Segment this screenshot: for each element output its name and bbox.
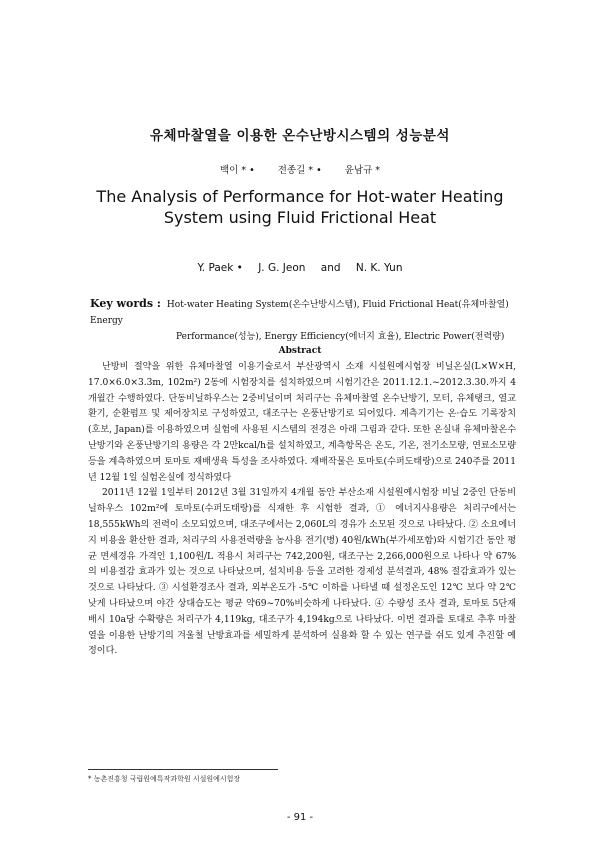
affiliation-footnote: * 농촌진흥청 국립원예특작과학원 시설원예시험장 [88, 775, 241, 783]
abstract-paragraph-2: 2011년 12월 1일부터 2012년 3월 31일까지 4개월 동안 부산소재 시설원예시험장 비닐 2중인 단동비닐하우스 102m²에 토마토(수퍼도태랑)를 식재한 후 시험한 결과, ① 에너지사용량은 처리구에서는 18,555kWh의 전력이 소모되었으며, 대조구에서는 2,060L의 경유가 소모된 것으로 나타났다. ② 소요에너지 비용을 환산한 결과, 처리구의 사용전력량을 농사용 전기(병) 40원/kWh(부가세포함)와 시험기간 동안 평균 면세경유 가격인 1,100원/L 적용시 처리구는 742,200원, 대조구는 2,266,000원으로 나타나 약 67%의 비용절감 효과가 있는 것으로 나타났으며, 설치비용 등을 고려한 경제성 분석결과, 48% 절감효과가 있는 것으로 나타났다. ③ 시설환경조사 결과, 외부온도가 -5℃ 이하를 나타낼 때 설정온도인 12℃ 보다 약 2℃ 낮게 나타났으며 야간 상대습도는 평균 약69~70%비슷하게 나타났다. ④ 수량성 조사 결과, 토마토 5단재배시 10a당 수확량은 처리구가 4,119kg, 대조구가 4,194kg으로 나타났다. 이번 결과를 토대로 추후 마찰열을 이용한 난방기의 겨울철 난방효과를 세밀하게 분석하여 실용화 할 수 있는 연구를 쉬도 있게 추진할 예정이다. [88, 488, 516, 657]
korean-author-3: 윤남규 * [344, 165, 381, 176]
korean-authors [0, 162, 600, 176]
footnote-divider [88, 769, 278, 770]
korean-author-1: 백이 * • [219, 165, 255, 176]
english-author-3: N. K. Yun [355, 262, 403, 274]
page-number: - 91 - [286, 812, 314, 823]
english-title [0, 186, 600, 228]
english-author-2: J. G. Jeon [258, 262, 306, 274]
abstract-heading: Abstract [278, 346, 322, 356]
keywords-section [90, 296, 515, 345]
english-authors [0, 262, 600, 274]
abstract-paragraph-1: 난방비 절약을 위한 유체마찰열 이용기술로서 부산광역시 소재 시설원예시험장 비닐온실(L×W×H, 17.0×6.0×3.3m, 102m²) 2동에 시험장치를 설치하였으며 시험기간은 2011.12.1.~2012.3.30.까지 4개월간 수행하였다. 단동비닐하우스는 2중비닐이며 처리구는 유체마찰열 온수난방기, 모터, 유체탱크, 열교환기, 순환펌프 및 제어장치로 구성하였고, 대조구는 온풍난방기로 되어있다. 계측기기는 온·습도 기록장치(호보, Japan)를 이용하였으며 실험에 사용된 시스템의 전경은 아래 그림과 같다. 또한 온실내 유체마찰온수난방기와 온풍난방기의 용량은 각 2만kcal/h를 설치하였고, 계측항목은 온도, 기온, 전기소모량, 연료소모량 등을 계측하였으며 토마토 재배생육 특성을 조사하였다. 재배작물은 토마토(수퍼도태랑)으로 240주를 2011년 12월 1일 실험온실에 정식하였다 [88, 362, 516, 483]
keywords-line-1: Hot-water Heating System(온수난방시스템), Fluid Frictional Heat(유체마찰열) Energy [90, 300, 509, 326]
english-author-conjunction: and [320, 262, 341, 274]
english-title-line-1: The Analysis of Performance for Hot-water Heating [96, 187, 504, 206]
korean-author-2: 전종길 * • [277, 165, 322, 176]
abstract-body [88, 360, 516, 660]
english-author-1: Y. Paek • [197, 262, 243, 274]
korean-title: 유체마찰열을 이용한 온수난방시스템의 성능분석 [150, 128, 450, 144]
english-title-line-2: System using Fluid Frictional Heat [163, 208, 437, 227]
keywords-line-2: Performance(성능), Energy Efficiency(에너지 효율), Electric Power(전력량) [176, 332, 505, 342]
keywords-label: Key words : [90, 297, 161, 310]
